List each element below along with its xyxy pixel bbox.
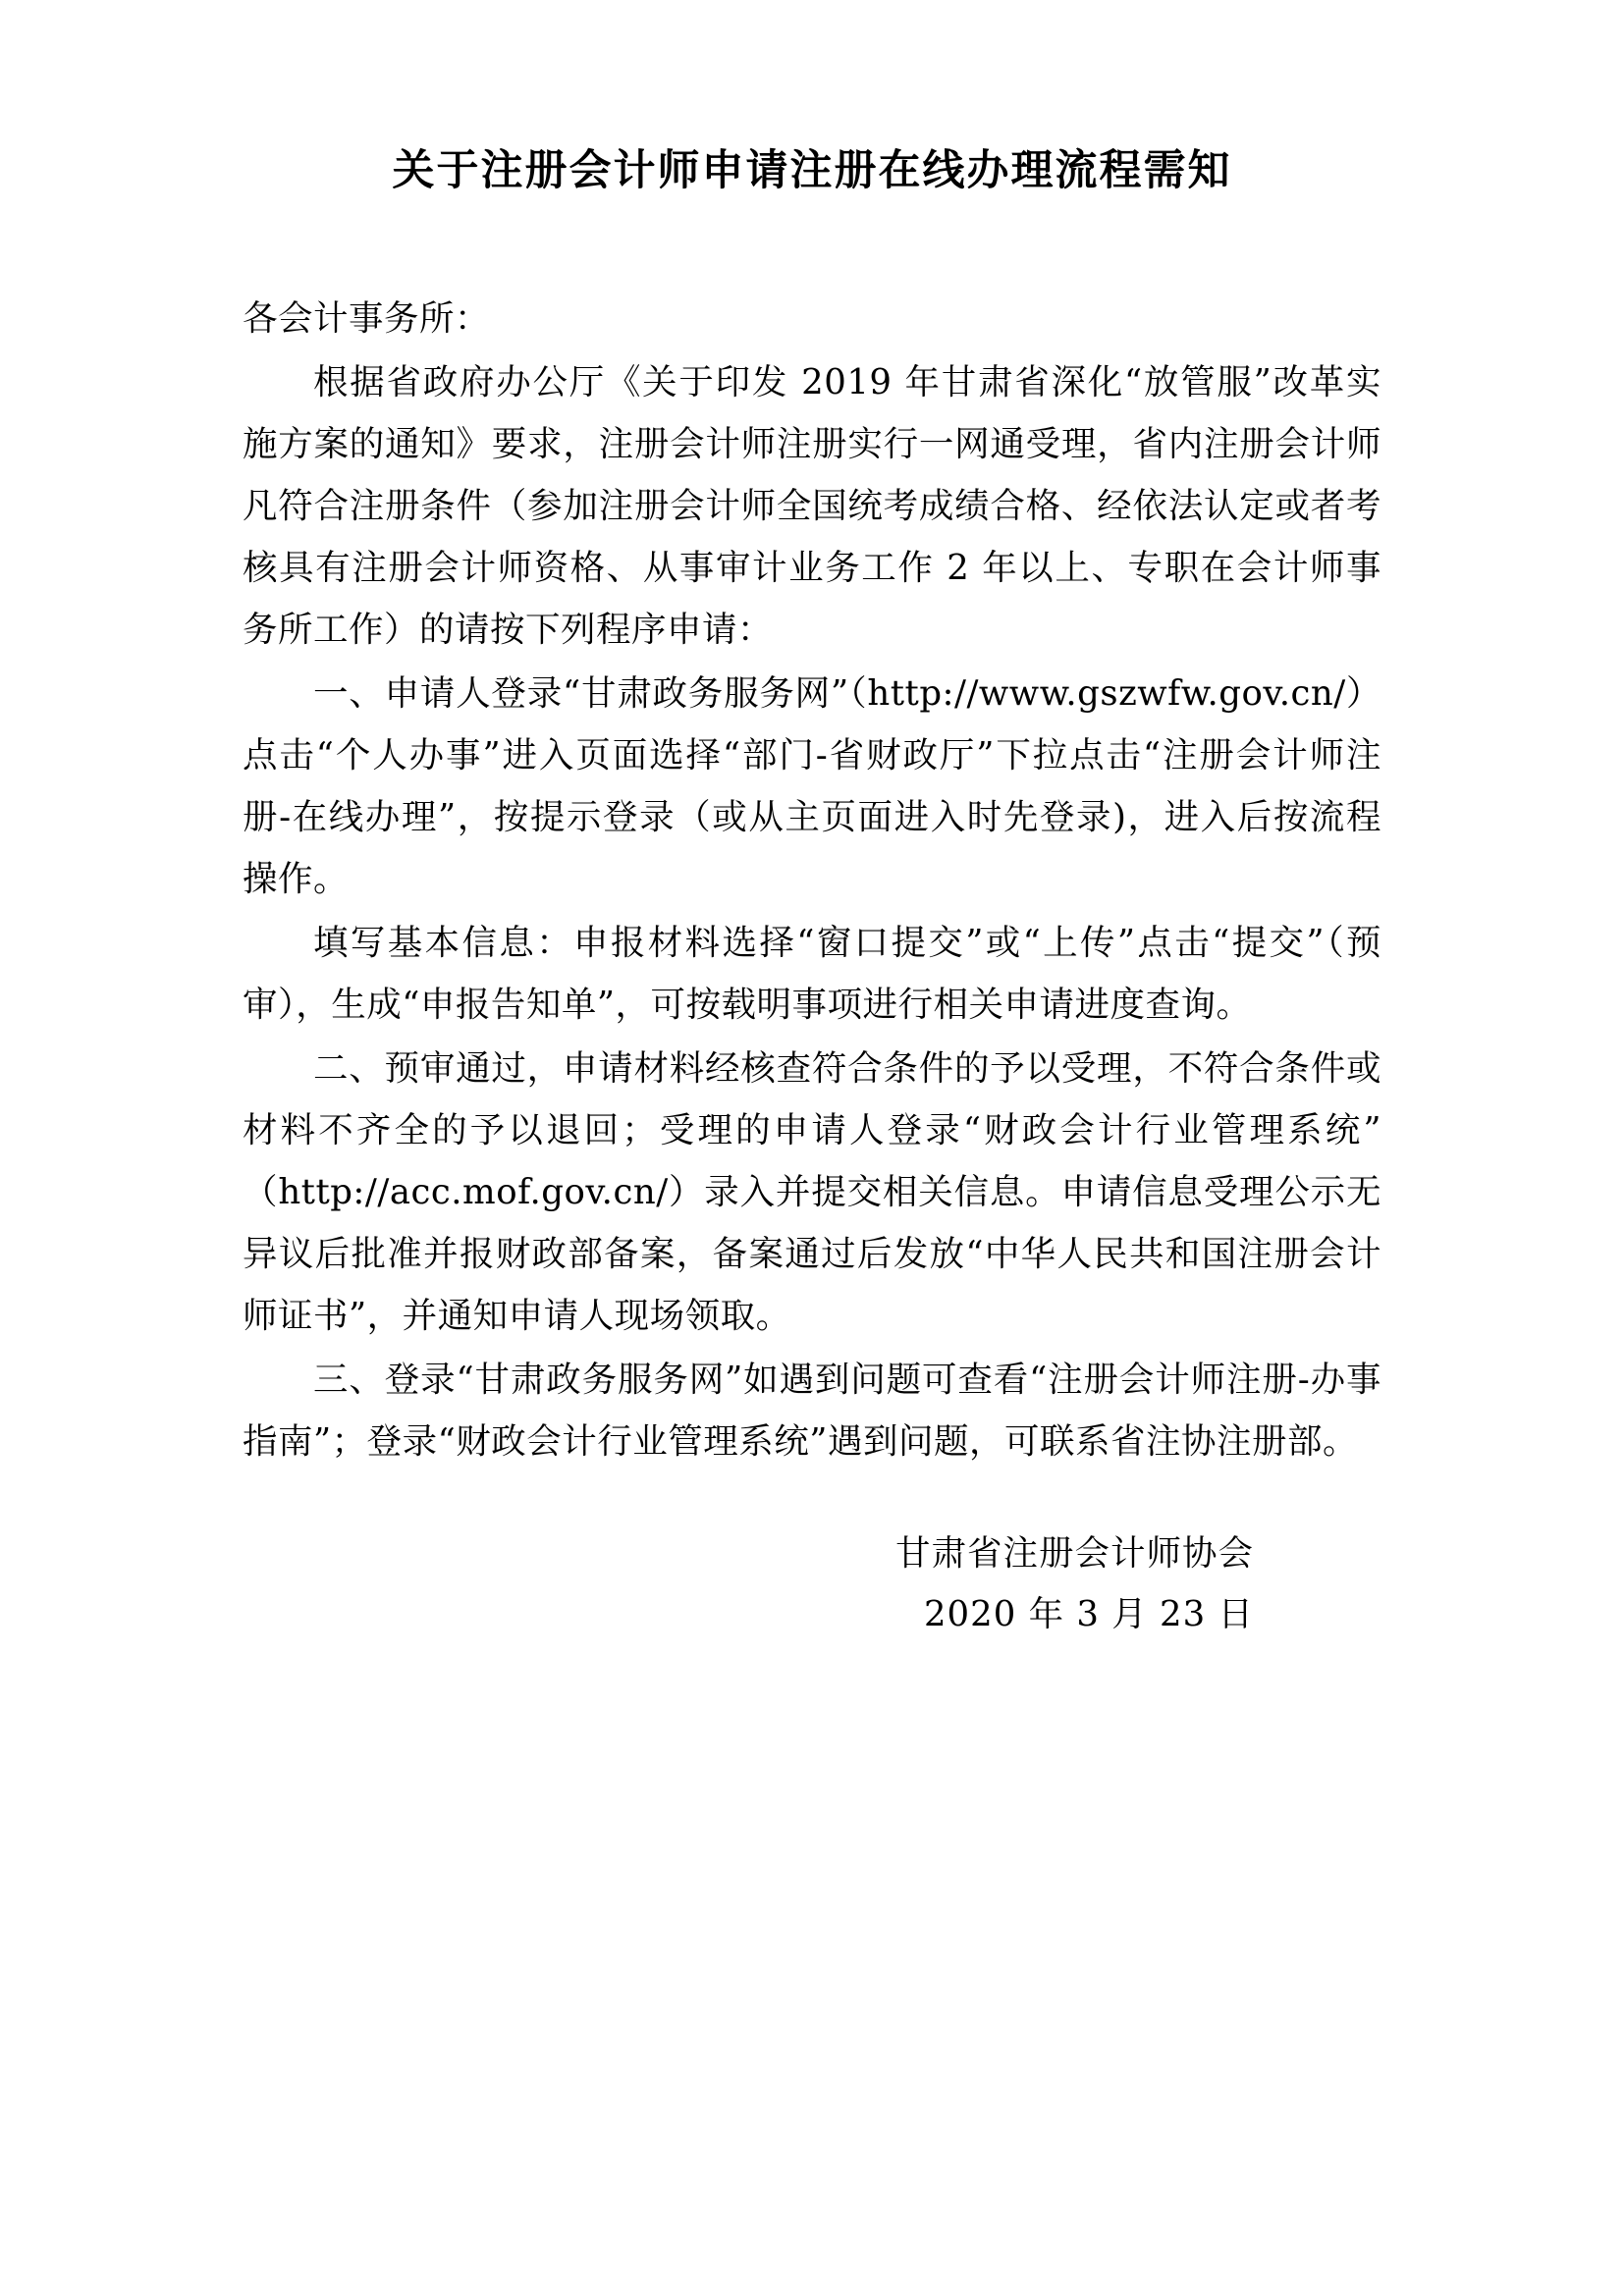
paragraph-step-three: 三、登录“甘肃政务服务网”如遇到问题可查看“注册会计师注册-办事指南”；登录“财政会计行业管理系统”遇到问题，可联系省注协注册部。: [243, 1360, 1381, 1462]
salutation: 各会计事务所：: [243, 298, 491, 339]
signature-block: [243, 1523, 1381, 1645]
paragraph-basic-info: 填写基本信息：申报材料选择“窗口提交”或“上传”点击“提交”（预审），生成“申报告知单”，可按载明事项进行相关申请进度查询。: [243, 923, 1381, 1025]
paragraph-step-two: 二、预审通过，申请材料经核查符合条件的予以受理，不符合条件或材料不齐全的予以退回；受理的申请人登录“财政会计行业管理系统”（http://acc.mof.gov.cn/）录入并提交相关信息。申请信息受理公示无异议后批准并报财政部备案，备案通过后发放“中华人民共和国注册会计师证书”，并通知申请人现场领取。: [243, 1048, 1381, 1336]
document-body: [243, 197, 1381, 1645]
signature-date: 2020 年 3 月 23 日: [923, 1594, 1254, 1634]
page-title: 关于注册会计师申请注册在线办理流程需知: [392, 146, 1232, 195]
paragraph-step-one: 一、申请人登录“甘肃政务服务网”（http://www.gszwfw.gov.cn/）点击“个人办事”进入页面选择“部门-省财政厅”下拉点击“注册会计师注册-在线办理”，按提示登录（或从主页面进入时先登录)，进入后按流程操作。: [243, 673, 1381, 899]
paragraph-background: 根据省政府办公厅《关于印发 2019 年甘肃省深化“放管服”改革实施方案的通知》要求，注册会计师注册实行一网通受理，省内注册会计师凡符合注册条件（参加注册会计师全国统考成绩合格、经依法认定或者考核具有注册会计师资格、从事审计业务工作 2 年以上、专职在会计师事务所工作）的请按下列程序申请：: [243, 362, 1381, 650]
signature-organization: 甘肃省注册会计师协会: [894, 1533, 1254, 1574]
